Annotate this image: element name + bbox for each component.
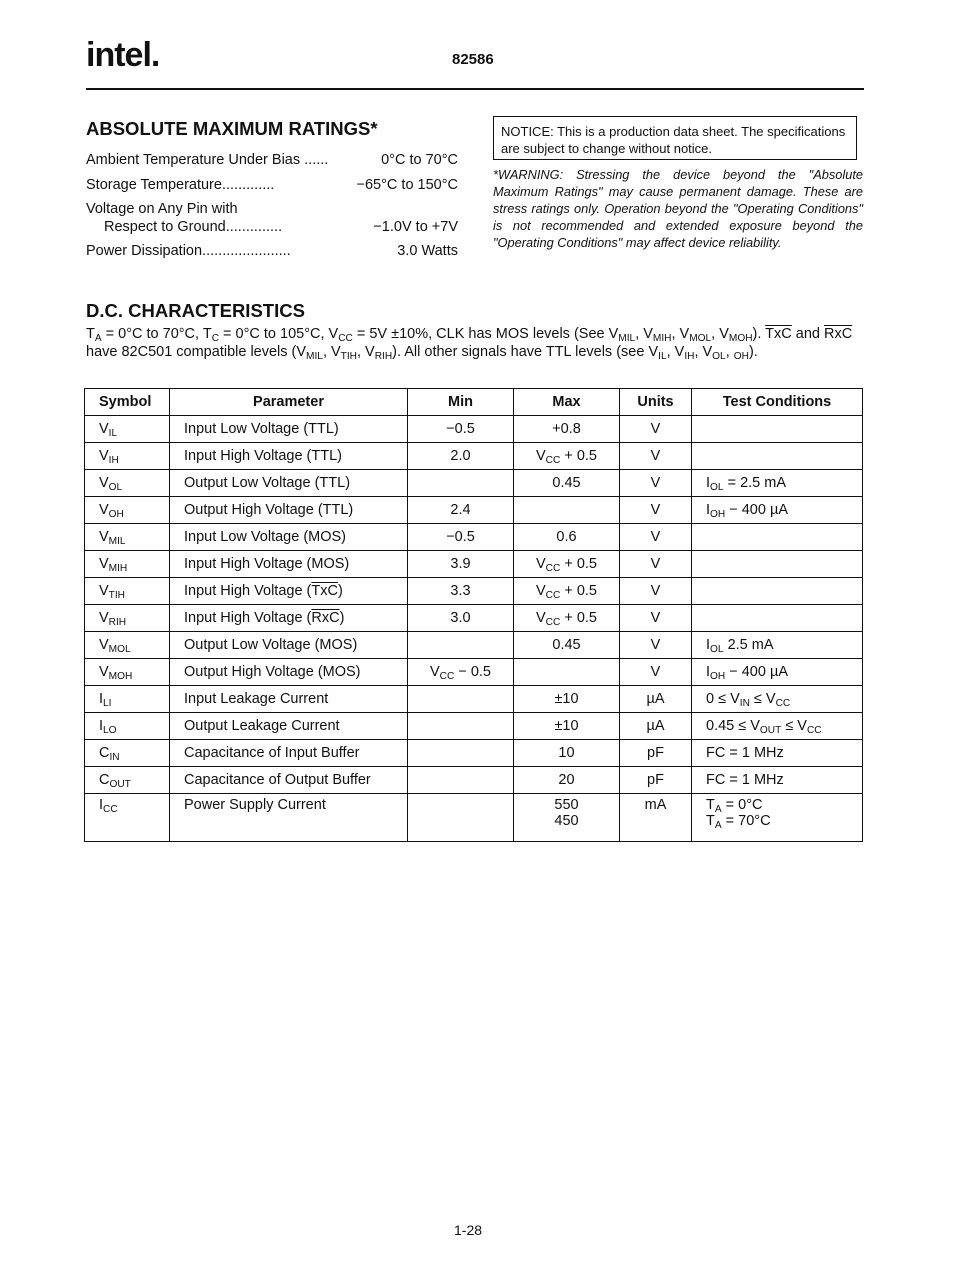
column-header: Max: [514, 389, 620, 416]
cell-max: 0.45: [514, 632, 620, 659]
cell-min: −0.5: [408, 416, 514, 443]
warning-text: *WARNING: Stressing the device beyond the "Absolute Maximum Ratings" may cause permanent damage. These are stress ratings only. Operation beyond the "Operating Conditions" is not recommended and extended exposure beyond the "Operating Conditions" may affect device reliability.: [493, 167, 863, 250]
abs-max-value: 3.0 Watts: [397, 243, 458, 259]
abs-max-label: Voltage on Any Pin with: [86, 201, 238, 217]
cell-parameter: Input High Voltage $(\overline{RxC})$: [170, 605, 408, 632]
cell-max: [514, 497, 620, 524]
cell-test: $T_A = 0^\circ C$ $T_A = 70^\circ C$: [692, 794, 863, 842]
cell-test: [692, 578, 863, 605]
cell-max: $V_{CC} + 0.5$: [514, 551, 620, 578]
cell-max: ±10: [514, 686, 620, 713]
cell-min: [408, 686, 514, 713]
abs-max-title: ABSOLUTE MAXIMUM RATINGS*: [86, 118, 378, 139]
cell-min: 3.9: [408, 551, 514, 578]
abs-max-item: [86, 152, 458, 168]
cell-units: V: [620, 470, 692, 497]
cell-test: $I_{OL} = 2.5$ mA: [692, 470, 863, 497]
cell-units: V: [620, 551, 692, 578]
intel-logo: intel.: [86, 36, 160, 74]
table-header-row: [85, 389, 863, 416]
cell-max: +0.8: [514, 416, 620, 443]
cell-min: [408, 794, 514, 842]
cell-test: [692, 443, 863, 470]
cell-units: V: [620, 443, 692, 470]
cell-parameter: Input Low Voltage (TTL): [170, 416, 408, 443]
cell-min: [408, 632, 514, 659]
cell-units: µA: [620, 686, 692, 713]
cell-min: −0.5: [408, 524, 514, 551]
cell-test: [692, 551, 863, 578]
cell-min: [408, 470, 514, 497]
header-rule: [86, 88, 864, 90]
cell-max: 10: [514, 740, 620, 767]
table-row: [85, 740, 863, 767]
abs-max-item: [86, 201, 458, 217]
cell-parameter: Input High Voltage (TTL): [170, 443, 408, 470]
abs-max-value: 0°C to 70°C: [381, 152, 458, 168]
cell-max: $V_{CC} + 0.5$: [514, 605, 620, 632]
table-row: [85, 416, 863, 443]
cell-max: [514, 659, 620, 686]
notice-box: NOTICE: This is a production data sheet. The specifications are subject to change without notice.: [493, 116, 857, 160]
table-row: [85, 578, 863, 605]
cell-parameter: Input High Voltage (MOS): [170, 551, 408, 578]
cell-parameter: Output High Voltage (MOS): [170, 659, 408, 686]
cell-parameter: Input Leakage Current: [170, 686, 408, 713]
column-header: Parameter: [170, 389, 408, 416]
column-header: Min: [408, 389, 514, 416]
cell-parameter: Output Low Voltage (TTL): [170, 470, 408, 497]
table-row: [85, 524, 863, 551]
cell-max: 20: [514, 767, 620, 794]
column-header: Units: [620, 389, 692, 416]
cell-parameter: Output Leakage Current: [170, 713, 408, 740]
cell-parameter: Capacitance of Input Buffer: [170, 740, 408, 767]
cell-parameter: Input High Voltage $(\overline{TxC})$: [170, 578, 408, 605]
cell-min: 3.0: [408, 605, 514, 632]
table-row: [85, 470, 863, 497]
abs-max-item: [86, 243, 458, 259]
cell-symbol: $I_{LO}$: [85, 713, 170, 740]
cell-min: 2.0: [408, 443, 514, 470]
cell-min: 2.4: [408, 497, 514, 524]
cell-min: $V_{CC} - 0.5$: [408, 659, 514, 686]
table-row: [85, 605, 863, 632]
cell-test: [692, 524, 863, 551]
cell-symbol: $V_{TIH}$: [85, 578, 170, 605]
cell-symbol: $I_{CC}$: [85, 794, 170, 842]
cell-symbol: $V_{IH}$: [85, 443, 170, 470]
cell-units: V: [620, 578, 692, 605]
cell-test: FC = 1 MHz: [692, 740, 863, 767]
cell-test: [692, 605, 863, 632]
abs-max-label: Ambient Temperature Under Bias ......: [86, 152, 329, 168]
column-header: Symbol: [85, 389, 170, 416]
table-row: [85, 551, 863, 578]
cell-symbol: $C_{OUT}$: [85, 767, 170, 794]
cell-test: $I_{OH} - 400$ µA: [692, 659, 863, 686]
cell-max: 550 450: [514, 794, 620, 842]
abs-max-item: [86, 177, 458, 193]
column-header: Test Conditions: [692, 389, 863, 416]
cell-parameter: Output High Voltage (TTL): [170, 497, 408, 524]
cell-units: V: [620, 524, 692, 551]
cell-max: 0.45: [514, 470, 620, 497]
cell-test: FC = 1 MHz: [692, 767, 863, 794]
cell-symbol: $I_{LI}$: [85, 686, 170, 713]
table-row: [85, 497, 863, 524]
cell-parameter: Input Low Voltage (MOS): [170, 524, 408, 551]
table-row: [85, 794, 863, 842]
cell-test: $0 \le V_{IN} \le V_{CC}$: [692, 686, 863, 713]
table-row: [85, 443, 863, 470]
cell-units: V: [620, 605, 692, 632]
part-number: 82586: [452, 51, 494, 68]
cell-units: pF: [620, 767, 692, 794]
abs-max-label: Respect to Ground..............: [104, 219, 283, 235]
cell-units: V: [620, 659, 692, 686]
abs-max-label: Power Dissipation......................: [86, 243, 291, 259]
cell-min: 3.3: [408, 578, 514, 605]
cell-units: V: [620, 632, 692, 659]
cell-max: $V_{CC} + 0.5$: [514, 578, 620, 605]
cell-parameter: Power Supply Current: [170, 794, 408, 842]
table-row: [85, 767, 863, 794]
cell-parameter: Capacitance of Output Buffer: [170, 767, 408, 794]
abs-max-item: [104, 219, 458, 235]
cell-units: V: [620, 497, 692, 524]
table-row: [85, 686, 863, 713]
cell-max: 0.6: [514, 524, 620, 551]
cell-symbol: $V_{MOL}$: [85, 632, 170, 659]
cell-symbol: $V_{OH}$: [85, 497, 170, 524]
cell-symbol: $V_{MOH}$: [85, 659, 170, 686]
cell-units: µA: [620, 713, 692, 740]
cell-symbol: $V_{MIH}$: [85, 551, 170, 578]
page-number: 1-28: [454, 1222, 483, 1238]
cell-test: $0.45 \le V_{OUT} \le V_{CC}$: [692, 713, 863, 740]
abs-max-value: −1.0V to +7V: [373, 219, 458, 235]
abs-max-value: −65°C to 150°C: [356, 177, 458, 193]
cell-max: ±10: [514, 713, 620, 740]
table-row: [85, 713, 863, 740]
table-row: [85, 659, 863, 686]
table-row: [85, 632, 863, 659]
cell-units: pF: [620, 740, 692, 767]
dc-characteristics-table: [84, 388, 863, 842]
cell-symbol: $V_{IL}$: [85, 416, 170, 443]
abs-max-label: Storage Temperature.............: [86, 177, 275, 193]
cell-symbol: $C_{IN}$: [85, 740, 170, 767]
cell-parameter: Output Low Voltage (MOS): [170, 632, 408, 659]
cell-min: [408, 767, 514, 794]
cell-min: [408, 713, 514, 740]
cell-symbol: $V_{OL}$: [85, 470, 170, 497]
cell-units: mA: [620, 794, 692, 842]
dc-title: D.C. CHARACTERISTICS: [86, 300, 305, 321]
cell-units: V: [620, 416, 692, 443]
dc-conditions: $T_A = 0^\circ C$ to 70°C, $T_C = 0^\circ C$ to 105°C, $V_{CC} = 5V \pm 10\%$, CLK has MOS levels (See $V_{MIL}$, $V_{MIH}$, $V_{MOL}$, $V_{MOH}$). $\overline{TxC}$ and $\overline{RxC}$ have 82C501 compatible levels ($V_{MIL}$, $V_{TIH}$, $V_{RIH}$). All other signals have TTL levels (see $V_{IL}$, $V_{IH}$, $V_{OL}$, $_{OH}$).: [86, 326, 853, 362]
cell-symbol: $V_{RIH}$: [85, 605, 170, 632]
cell-test: $I_{OL}$ 2.5 mA: [692, 632, 863, 659]
cell-max: $V_{CC} + 0.5$: [514, 443, 620, 470]
cell-min: [408, 740, 514, 767]
cell-test: $I_{OH} - 400$ µA: [692, 497, 863, 524]
cell-test: [692, 416, 863, 443]
cell-symbol: $V_{MIL}$: [85, 524, 170, 551]
